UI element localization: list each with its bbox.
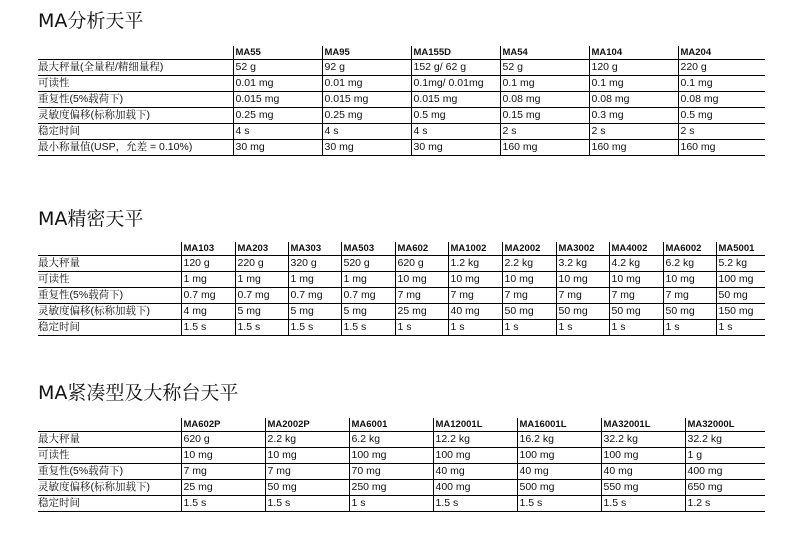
- spec-value: 0.7 mg: [181, 288, 235, 304]
- spec-value: 50 mg: [556, 304, 609, 320]
- model-header: MA5001: [716, 242, 765, 256]
- spec-value: 0.7 mg: [288, 288, 341, 304]
- spec-value: 500 mg: [517, 480, 601, 496]
- spec-value: 6.2 kg: [349, 432, 433, 448]
- spec-value: 0.25 mg: [233, 108, 322, 124]
- spec-value: 100 mg: [349, 448, 433, 464]
- spec-value: 10 mg: [181, 448, 265, 464]
- model-header: MA6001: [349, 418, 433, 432]
- spec-value: 50 mg: [265, 480, 349, 496]
- spec-value: 220 g: [235, 256, 288, 272]
- row-label: 可读性: [38, 76, 233, 92]
- spec-value: 0.25 mg: [322, 108, 411, 124]
- spec-value: 7 mg: [395, 288, 448, 304]
- section-title: MA紧凑型及大称台天平: [38, 382, 239, 404]
- spec-value: 400 mg: [685, 464, 765, 480]
- header-row: [38, 418, 765, 432]
- spec-value: 7 mg: [502, 288, 556, 304]
- spec-value: 0.7 mg: [341, 288, 395, 304]
- row-label: 可读性: [38, 272, 181, 288]
- model-header: MA503: [341, 242, 395, 256]
- spec-value: 40 mg: [448, 304, 502, 320]
- spec-value: 7 mg: [609, 288, 663, 304]
- spec-value: 10 mg: [556, 272, 609, 288]
- spec-value: 1 s: [556, 320, 609, 336]
- model-header: MA32001L: [601, 418, 685, 432]
- spec-row: [38, 432, 765, 448]
- model-header: MA2002: [502, 242, 556, 256]
- spec-value: 1.2 s: [685, 496, 765, 512]
- spec-table-analytical: [38, 46, 765, 156]
- spec-value: 120 g: [589, 60, 678, 76]
- spec-value: 100 mg: [716, 272, 765, 288]
- spec-value: 32.2 kg: [685, 432, 765, 448]
- spec-value: 5 mg: [235, 304, 288, 320]
- row-label: 最小称量值(USP，允差 = 0.10%): [38, 140, 233, 156]
- spec-value: 400 mg: [433, 480, 517, 496]
- spec-value: 100 mg: [517, 448, 601, 464]
- spec-value: 1.5 s: [517, 496, 601, 512]
- spec-value: 0.015 mg: [411, 92, 500, 108]
- spec-value: 1.5 s: [288, 320, 341, 336]
- spec-value: 52 g: [233, 60, 322, 76]
- model-header: MA95: [322, 46, 411, 60]
- spec-value: 650 mg: [685, 480, 765, 496]
- spec-value: 0.08 mg: [589, 92, 678, 108]
- section-title: MA精密天平: [38, 208, 144, 230]
- spec-row: [38, 304, 765, 320]
- spec-row: [38, 448, 765, 464]
- spec-value: 1 s: [349, 496, 433, 512]
- spec-value: 1 s: [502, 320, 556, 336]
- spec-value: 160 mg: [500, 140, 589, 156]
- row-label: 灵敏度偏移(标称加载下): [38, 304, 181, 320]
- spec-value: 40 mg: [433, 464, 517, 480]
- model-header: MA104: [589, 46, 678, 60]
- spec-value: 1 s: [716, 320, 765, 336]
- spec-value: 10 mg: [395, 272, 448, 288]
- spec-value: 250 mg: [349, 480, 433, 496]
- spec-row: [38, 496, 765, 512]
- spec-value: 0.08 mg: [678, 92, 765, 108]
- spec-row: [38, 288, 765, 304]
- section-compact: [38, 382, 765, 512]
- spec-row: [38, 92, 765, 108]
- section-title: MA分析天平: [38, 10, 144, 32]
- row-label: 稳定时间: [38, 496, 181, 512]
- model-header: MA602P: [181, 418, 265, 432]
- spec-value: 1.5 s: [341, 320, 395, 336]
- spec-value: 100 mg: [601, 448, 685, 464]
- spec-value: 32.2 kg: [601, 432, 685, 448]
- spec-value: 52 g: [500, 60, 589, 76]
- spec-value: 0.7 mg: [235, 288, 288, 304]
- spec-value: 2.2 kg: [265, 432, 349, 448]
- spec-value: 2.2 kg: [502, 256, 556, 272]
- spec-value: 40 mg: [601, 464, 685, 480]
- spec-value: 0.01 mg: [233, 76, 322, 92]
- spec-row: [38, 124, 765, 140]
- spec-value: 0.5 mg: [678, 108, 765, 124]
- spec-value: 620 g: [181, 432, 265, 448]
- spec-value: 10 mg: [502, 272, 556, 288]
- header-blank: [38, 46, 233, 60]
- spec-value: 1.5 s: [181, 496, 265, 512]
- model-header: MA602: [395, 242, 448, 256]
- model-header: MA203: [235, 242, 288, 256]
- spec-value: 520 g: [341, 256, 395, 272]
- model-header: MA155D: [411, 46, 500, 60]
- model-header: MA12001L: [433, 418, 517, 432]
- spec-value: 40 mg: [517, 464, 601, 480]
- spec-value: 2 s: [678, 124, 765, 140]
- spec-value: 7 mg: [663, 288, 716, 304]
- header-blank: [38, 418, 181, 432]
- model-header: MA55: [233, 46, 322, 60]
- spec-row: [38, 256, 765, 272]
- spec-row: [38, 480, 765, 496]
- spec-value: 0.1 mg: [500, 76, 589, 92]
- spec-value: 1 s: [663, 320, 716, 336]
- row-label: 最大秤量: [38, 256, 181, 272]
- spec-value: 0.015 mg: [322, 92, 411, 108]
- spec-row: [38, 108, 765, 124]
- spec-value: 0.15 mg: [500, 108, 589, 124]
- model-header: MA1002: [448, 242, 502, 256]
- model-header: MA4002: [609, 242, 663, 256]
- spec-value: 4 s: [411, 124, 500, 140]
- model-header: MA303: [288, 242, 341, 256]
- spec-value: 70 mg: [349, 464, 433, 480]
- spec-value: 5.2 kg: [716, 256, 765, 272]
- spec-value: 30 mg: [411, 140, 500, 156]
- spec-value: 7 mg: [448, 288, 502, 304]
- spec-value: 1 s: [448, 320, 502, 336]
- spec-value: 320 g: [288, 256, 341, 272]
- model-header: MA16001L: [517, 418, 601, 432]
- spec-value: 120 g: [181, 256, 235, 272]
- spec-value: 5 mg: [341, 304, 395, 320]
- spec-value: 2 s: [589, 124, 678, 140]
- spec-value: 25 mg: [395, 304, 448, 320]
- row-label: 灵敏度偏移(标称加载下): [38, 480, 181, 496]
- spec-value: 1.2 kg: [448, 256, 502, 272]
- row-label: 重复性(5%载荷下): [38, 92, 233, 108]
- spec-row: [38, 60, 765, 76]
- spec-value: 1.5 s: [181, 320, 235, 336]
- spec-value: 92 g: [322, 60, 411, 76]
- spec-value: 16.2 kg: [517, 432, 601, 448]
- spec-value: 0.01 mg: [322, 76, 411, 92]
- spec-value: 160 mg: [589, 140, 678, 156]
- spec-value: 1 mg: [288, 272, 341, 288]
- spec-table-precision: [38, 242, 765, 336]
- header-row: [38, 242, 765, 256]
- model-header: MA103: [181, 242, 235, 256]
- spec-value: 0.1 mg: [678, 76, 765, 92]
- spec-row: [38, 320, 765, 336]
- spec-value: 10 mg: [448, 272, 502, 288]
- spec-value: 1 g: [685, 448, 765, 464]
- spec-value: 152 g/ 62 g: [411, 60, 500, 76]
- spec-value: 1.5 s: [433, 496, 517, 512]
- spec-value: 7 mg: [556, 288, 609, 304]
- spec-row: [38, 272, 765, 288]
- model-header: MA6002: [663, 242, 716, 256]
- spec-value: 0.3 mg: [589, 108, 678, 124]
- spec-value: 4 s: [322, 124, 411, 140]
- spec-value: 50 mg: [663, 304, 716, 320]
- spec-value: 0.08 mg: [500, 92, 589, 108]
- spec-value: 220 g: [678, 60, 765, 76]
- spec-value: 10 mg: [663, 272, 716, 288]
- spec-value: 2 s: [500, 124, 589, 140]
- model-header: MA3002: [556, 242, 609, 256]
- spec-value: 50 mg: [609, 304, 663, 320]
- spec-value: 4 s: [233, 124, 322, 140]
- spec-value: 160 mg: [678, 140, 765, 156]
- spec-value: 150 mg: [716, 304, 765, 320]
- spec-value: 50 mg: [502, 304, 556, 320]
- header-blank: [38, 242, 181, 256]
- row-label: 重复性(5%载荷下): [38, 288, 181, 304]
- spec-value: 6.2 kg: [663, 256, 716, 272]
- spec-value: 30 mg: [322, 140, 411, 156]
- spec-value: 1.5 s: [265, 496, 349, 512]
- spec-value: 10 mg: [609, 272, 663, 288]
- spec-value: 1 s: [609, 320, 663, 336]
- section-precision: [38, 208, 765, 336]
- spec-value: 550 mg: [601, 480, 685, 496]
- spec-value: 1.5 s: [601, 496, 685, 512]
- spec-row: [38, 464, 765, 480]
- spec-value: 7 mg: [181, 464, 265, 480]
- spec-value: 0.015 mg: [233, 92, 322, 108]
- spec-value: 620 g: [395, 256, 448, 272]
- section-analytical: [38, 10, 765, 156]
- spec-value: 1 mg: [235, 272, 288, 288]
- spec-value: 25 mg: [181, 480, 265, 496]
- row-label: 最大秤量(全量程/精细量程): [38, 60, 233, 76]
- spec-value: 4.2 kg: [609, 256, 663, 272]
- row-label: 灵敏度偏移(标称加载下): [38, 108, 233, 124]
- row-label: 重复性(5%载荷下): [38, 464, 181, 480]
- model-header: MA204: [678, 46, 765, 60]
- row-label: 稳定时间: [38, 320, 181, 336]
- model-header: MA54: [500, 46, 589, 60]
- model-header: MA2002P: [265, 418, 349, 432]
- spec-value: 1 s: [395, 320, 448, 336]
- spec-value: 3.2 kg: [556, 256, 609, 272]
- spec-value: 30 mg: [233, 140, 322, 156]
- spec-value: 100 mg: [433, 448, 517, 464]
- spec-value: 0.1mg/ 0.01mg: [411, 76, 500, 92]
- spec-value: 50 mg: [716, 288, 765, 304]
- row-label: 稳定时间: [38, 124, 233, 140]
- row-label: 最大秤量: [38, 432, 181, 448]
- spec-value: 1.5 s: [235, 320, 288, 336]
- spec-table-compact: [38, 418, 765, 512]
- spec-value: 0.5 mg: [411, 108, 500, 124]
- spec-value: 1 mg: [181, 272, 235, 288]
- spec-row: [38, 76, 765, 92]
- row-label: 可读性: [38, 448, 181, 464]
- spec-row: [38, 140, 765, 156]
- model-header: MA32000L: [685, 418, 765, 432]
- spec-value: 0.1 mg: [589, 76, 678, 92]
- header-row: [38, 46, 765, 60]
- spec-value: 4 mg: [181, 304, 235, 320]
- spec-value: 5 mg: [288, 304, 341, 320]
- spec-value: 7 mg: [265, 464, 349, 480]
- spec-value: 1 mg: [341, 272, 395, 288]
- spec-value: 12.2 kg: [433, 432, 517, 448]
- spec-value: 10 mg: [265, 448, 349, 464]
